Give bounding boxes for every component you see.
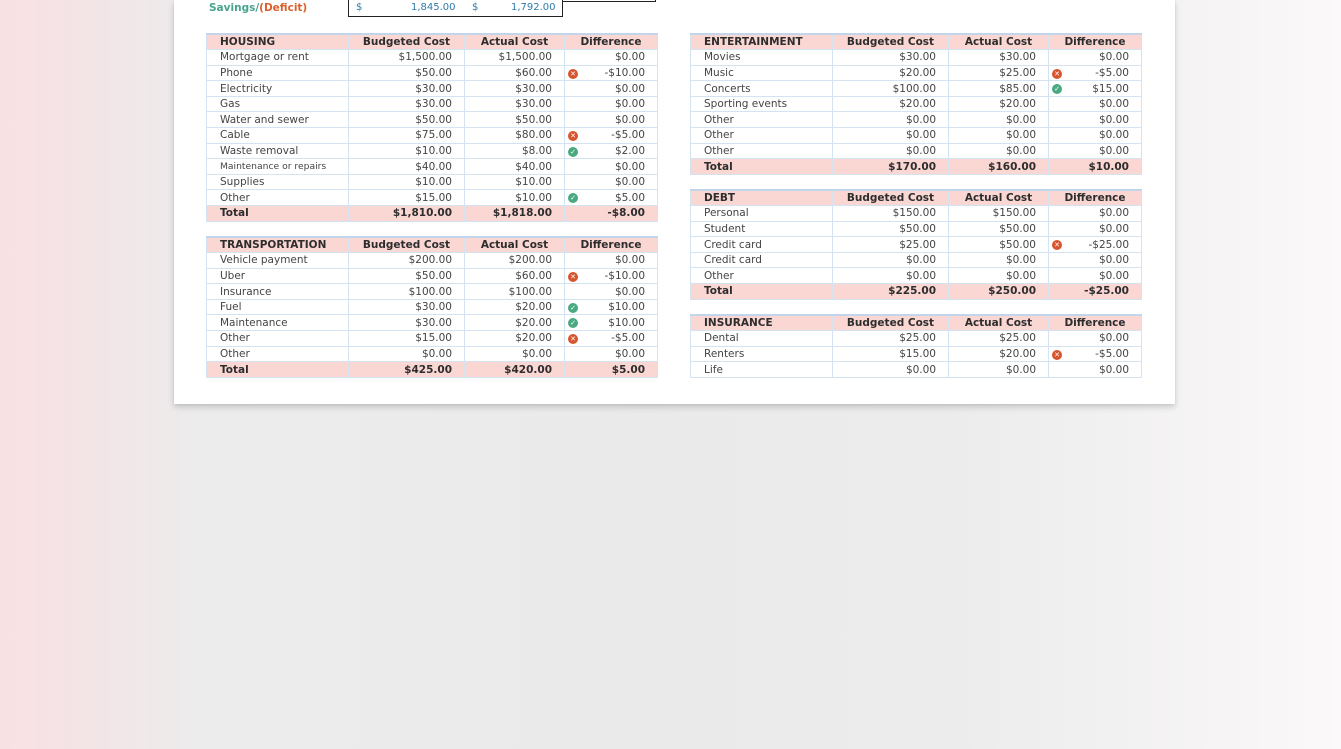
entertainment-table <box>690 33 1142 175</box>
total-difference: $10.00 <box>1049 159 1142 175</box>
total-label: Total <box>207 206 349 222</box>
difference-value: $0.00 <box>614 160 645 173</box>
difference-cell <box>565 315 658 331</box>
over-budget-x-icon: ✕ <box>1052 350 1062 360</box>
table-row <box>691 237 1142 253</box>
debt-total-row <box>691 284 1142 300</box>
table-row <box>207 159 658 175</box>
budgeted-cost-header: Budgeted Cost <box>349 34 465 50</box>
difference-value: -$5.00 <box>1095 347 1129 360</box>
table-row <box>207 331 658 347</box>
difference-cell <box>565 50 658 66</box>
table-row <box>691 221 1142 237</box>
difference-value: $0.00 <box>1098 207 1129 220</box>
total-actual: $1,818.00 <box>465 206 565 222</box>
difference-value: $0.00 <box>1098 269 1129 282</box>
line-item-name: Dental <box>691 331 833 347</box>
savings-box-edge <box>563 0 656 2</box>
line-item-name: Credit card <box>691 237 833 253</box>
total-actual: $250.00 <box>949 284 1049 300</box>
difference-value: $0.00 <box>1098 254 1129 267</box>
housing-total-row <box>207 206 658 222</box>
line-item-name: Life <box>691 362 833 378</box>
difference-value: $0.00 <box>614 347 645 360</box>
debt-title: DEBT <box>691 190 833 206</box>
line-item-name: Other <box>207 190 349 206</box>
actual-cost-header: Actual Cost <box>949 190 1049 206</box>
difference-value: -$5.00 <box>1095 66 1129 79</box>
table-row <box>207 112 658 128</box>
actual-cost-header: Actual Cost <box>465 237 565 253</box>
budgeted-cost-cell: $30.00 <box>349 96 465 112</box>
budgeted-cost-cell: $100.00 <box>349 284 465 300</box>
budgeted-cost-cell: $75.00 <box>349 128 465 144</box>
line-item-name: Student <box>691 221 833 237</box>
budgeted-cost-cell: $15.00 <box>349 331 465 347</box>
difference-cell <box>565 346 658 362</box>
difference-value: -$10.00 <box>604 269 645 282</box>
difference-cell <box>565 253 658 269</box>
difference-value: $0.00 <box>1098 129 1129 142</box>
table-row <box>207 284 658 300</box>
difference-cell <box>565 268 658 284</box>
budgeted-cost-cell: $50.00 <box>833 221 949 237</box>
table-row <box>691 362 1142 378</box>
difference-value: $0.00 <box>614 82 645 95</box>
savings-projected-value: 1,845.00 <box>411 2 456 13</box>
under-budget-check-icon: ✓ <box>568 147 578 157</box>
total-budgeted: $1,810.00 <box>349 206 465 222</box>
difference-cell <box>1049 268 1142 284</box>
transportation-total-row <box>207 362 658 378</box>
difference-value: $0.00 <box>614 113 645 126</box>
savings-currency-1: $ <box>356 2 363 13</box>
actual-cost-cell: $60.00 <box>465 65 565 81</box>
line-item-name: Other <box>691 143 833 159</box>
total-difference: -$25.00 <box>1049 284 1142 300</box>
difference-cell <box>1049 362 1142 378</box>
budgeted-cost-cell: $15.00 <box>833 346 949 362</box>
budgeted-cost-cell: $30.00 <box>349 81 465 97</box>
actual-cost-cell: $200.00 <box>465 253 565 269</box>
line-item-name: Music <box>691 65 833 81</box>
difference-value: $0.00 <box>1098 363 1129 376</box>
actual-cost-cell: $50.00 <box>949 221 1049 237</box>
insurance-table <box>690 314 1142 378</box>
line-item-name: Gas <box>207 96 349 112</box>
line-item-name: Sporting events <box>691 96 833 112</box>
difference-value: $10.00 <box>608 316 645 329</box>
difference-cell <box>565 190 658 206</box>
actual-cost-cell: $25.00 <box>949 331 1049 347</box>
under-budget-check-icon: ✓ <box>568 193 578 203</box>
insurance-header-row <box>691 315 1142 331</box>
table-row <box>691 346 1142 362</box>
total-label: Total <box>691 284 833 300</box>
budgeted-cost-cell: $100.00 <box>833 81 949 97</box>
savings-currency-2: $ <box>472 2 479 13</box>
difference-cell <box>565 159 658 175</box>
savings-values <box>348 0 563 17</box>
difference-header: Difference <box>565 237 658 253</box>
line-item-name: Other <box>691 112 833 128</box>
over-budget-x-icon: ✕ <box>568 272 578 282</box>
line-item-name: Electricity <box>207 81 349 97</box>
housing-table <box>206 33 658 222</box>
difference-value: -$10.00 <box>604 66 645 79</box>
total-label: Total <box>691 159 833 175</box>
table-row <box>691 331 1142 347</box>
actual-cost-cell: $50.00 <box>465 112 565 128</box>
entertainment-header-row <box>691 34 1142 50</box>
transportation-title: TRANSPORTATION <box>207 237 349 253</box>
table-row <box>691 268 1142 284</box>
budgeted-cost-cell: $30.00 <box>349 299 465 315</box>
budgeted-cost-cell: $20.00 <box>833 65 949 81</box>
budgeted-cost-cell: $150.00 <box>833 206 949 222</box>
line-item-name: Other <box>691 128 833 144</box>
actual-cost-cell: $0.00 <box>949 362 1049 378</box>
actual-cost-cell: $0.00 <box>949 252 1049 268</box>
difference-cell <box>565 284 658 300</box>
difference-cell <box>1049 252 1142 268</box>
entertainment-total-row <box>691 159 1142 175</box>
difference-value: $0.00 <box>614 254 645 267</box>
actual-cost-cell: $0.00 <box>949 112 1049 128</box>
table-row <box>207 96 658 112</box>
difference-header: Difference <box>1049 315 1142 331</box>
actual-cost-cell: $10.00 <box>465 174 565 190</box>
difference-cell <box>565 65 658 81</box>
savings-label: Savings/(Deficit) <box>209 2 308 14</box>
actual-cost-cell: $20.00 <box>949 346 1049 362</box>
budgeted-cost-header: Budgeted Cost <box>833 190 949 206</box>
actual-cost-header: Actual Cost <box>949 315 1049 331</box>
actual-cost-cell: $20.00 <box>949 96 1049 112</box>
table-row <box>691 50 1142 66</box>
difference-value: $0.00 <box>614 51 645 64</box>
line-item-name: Vehicle payment <box>207 253 349 269</box>
difference-value: $0.00 <box>614 285 645 298</box>
difference-cell <box>565 128 658 144</box>
line-item-name: Supplies <box>207 174 349 190</box>
over-budget-x-icon: ✕ <box>568 334 578 344</box>
difference-cell <box>1049 331 1142 347</box>
line-item-name: Maintenance or repairs <box>207 159 349 175</box>
total-actual: $420.00 <box>465 362 565 378</box>
difference-cell <box>1049 50 1142 66</box>
difference-value: $0.00 <box>1098 332 1129 345</box>
table-row <box>691 252 1142 268</box>
difference-value: $2.00 <box>614 144 645 157</box>
housing-title: HOUSING <box>207 34 349 50</box>
budget-sheet <box>174 0 1175 404</box>
budgeted-cost-cell: $0.00 <box>833 112 949 128</box>
line-item-name: Fuel <box>207 299 349 315</box>
difference-cell <box>565 174 658 190</box>
table-row <box>207 143 658 159</box>
total-budgeted: $170.00 <box>833 159 949 175</box>
difference-cell <box>565 81 658 97</box>
line-item-name: Concerts <box>691 81 833 97</box>
table-row <box>691 128 1142 144</box>
table-row <box>207 81 658 97</box>
budgeted-cost-header: Budgeted Cost <box>833 34 949 50</box>
difference-value: $15.00 <box>1092 82 1129 95</box>
under-budget-check-icon: ✓ <box>1052 84 1062 94</box>
difference-value: $5.00 <box>614 191 645 204</box>
difference-cell <box>565 299 658 315</box>
table-row <box>691 65 1142 81</box>
budgeted-cost-cell: $0.00 <box>833 143 949 159</box>
budgeted-cost-cell: $25.00 <box>833 331 949 347</box>
difference-cell <box>1049 65 1142 81</box>
debt-table <box>690 189 1142 300</box>
difference-cell <box>565 143 658 159</box>
budgeted-cost-cell: $20.00 <box>833 96 949 112</box>
table-row <box>207 253 658 269</box>
actual-cost-cell: $100.00 <box>465 284 565 300</box>
budgeted-cost-cell: $50.00 <box>349 268 465 284</box>
line-item-name: Cable <box>207 128 349 144</box>
entertainment-title: ENTERTAINMENT <box>691 34 833 50</box>
table-row <box>207 174 658 190</box>
over-budget-x-icon: ✕ <box>1052 69 1062 79</box>
over-budget-x-icon: ✕ <box>568 69 578 79</box>
budgeted-cost-header: Budgeted Cost <box>349 237 465 253</box>
table-row <box>207 190 658 206</box>
budgeted-cost-cell: $15.00 <box>349 190 465 206</box>
total-label: Total <box>207 362 349 378</box>
actual-cost-cell: $40.00 <box>465 159 565 175</box>
budgeted-cost-cell: $30.00 <box>349 315 465 331</box>
budgeted-cost-cell: $25.00 <box>833 237 949 253</box>
actual-cost-cell: $0.00 <box>949 268 1049 284</box>
table-row <box>691 143 1142 159</box>
difference-cell <box>1049 143 1142 159</box>
budgeted-cost-cell: $50.00 <box>349 65 465 81</box>
table-row <box>691 206 1142 222</box>
table-row <box>207 299 658 315</box>
difference-value: -$5.00 <box>611 332 645 345</box>
budgeted-cost-cell: $10.00 <box>349 174 465 190</box>
over-budget-x-icon: ✕ <box>1052 240 1062 250</box>
difference-value: $0.00 <box>1098 51 1129 64</box>
under-budget-check-icon: ✓ <box>568 303 578 313</box>
difference-value: -$5.00 <box>611 129 645 142</box>
actual-cost-cell: $10.00 <box>465 190 565 206</box>
actual-cost-cell: $60.00 <box>465 268 565 284</box>
budgeted-cost-cell: $10.00 <box>349 143 465 159</box>
line-item-name: Water and sewer <box>207 112 349 128</box>
actual-cost-cell: $25.00 <box>949 65 1049 81</box>
difference-cell <box>1049 81 1142 97</box>
actual-cost-header: Actual Cost <box>465 34 565 50</box>
actual-cost-cell: $150.00 <box>949 206 1049 222</box>
table-row <box>691 112 1142 128</box>
budgeted-cost-cell: $0.00 <box>833 252 949 268</box>
line-item-name: Renters <box>691 346 833 362</box>
difference-value: $0.00 <box>614 176 645 189</box>
under-budget-check-icon: ✓ <box>568 318 578 328</box>
line-item-name: Insurance <box>207 284 349 300</box>
actual-cost-cell: $50.00 <box>949 237 1049 253</box>
difference-cell <box>1049 206 1142 222</box>
actual-cost-cell: $20.00 <box>465 315 565 331</box>
actual-cost-cell: $0.00 <box>465 346 565 362</box>
actual-cost-cell: $20.00 <box>465 331 565 347</box>
actual-cost-cell: $20.00 <box>465 299 565 315</box>
difference-value: $10.00 <box>608 301 645 314</box>
insurance-title: INSURANCE <box>691 315 833 331</box>
line-item-name: Other <box>691 268 833 284</box>
difference-cell <box>565 96 658 112</box>
difference-cell <box>1049 96 1142 112</box>
table-row <box>207 268 658 284</box>
difference-value: $0.00 <box>1098 222 1129 235</box>
difference-cell <box>1049 237 1142 253</box>
table-row <box>207 315 658 331</box>
budgeted-cost-cell: $0.00 <box>349 346 465 362</box>
difference-cell <box>1049 221 1142 237</box>
difference-cell <box>1049 346 1142 362</box>
difference-header: Difference <box>1049 190 1142 206</box>
actual-cost-cell: $8.00 <box>465 143 565 159</box>
budgeted-cost-cell: $0.00 <box>833 268 949 284</box>
total-budgeted: $425.00 <box>349 362 465 378</box>
actual-cost-cell: $80.00 <box>465 128 565 144</box>
actual-cost-cell: $30.00 <box>465 81 565 97</box>
line-item-name: Credit card <box>691 252 833 268</box>
difference-header: Difference <box>565 34 658 50</box>
budgeted-cost-cell: $50.00 <box>349 112 465 128</box>
table-row <box>207 50 658 66</box>
table-row <box>207 128 658 144</box>
difference-value: -$25.00 <box>1088 238 1129 251</box>
actual-cost-header: Actual Cost <box>949 34 1049 50</box>
actual-cost-cell: $30.00 <box>949 50 1049 66</box>
transportation-header-row <box>207 237 658 253</box>
savings-actual-value: 1,792.00 <box>511 2 556 13</box>
line-item-name: Other <box>207 346 349 362</box>
difference-header: Difference <box>1049 34 1142 50</box>
difference-value: $0.00 <box>1098 98 1129 111</box>
total-difference: $5.00 <box>565 362 658 378</box>
budgeted-cost-cell: $200.00 <box>349 253 465 269</box>
table-row <box>691 81 1142 97</box>
transportation-table <box>206 236 658 378</box>
budgeted-cost-cell: $40.00 <box>349 159 465 175</box>
line-item-name: Uber <box>207 268 349 284</box>
line-item-name: Movies <box>691 50 833 66</box>
line-item-name: Other <box>207 331 349 347</box>
line-item-name: Mortgage or rent <box>207 50 349 66</box>
difference-value: $0.00 <box>1098 144 1129 157</box>
table-row <box>207 346 658 362</box>
table-row <box>207 65 658 81</box>
actual-cost-cell: $0.00 <box>949 128 1049 144</box>
debt-header-row <box>691 190 1142 206</box>
actual-cost-cell: $85.00 <box>949 81 1049 97</box>
line-item-name: Personal <box>691 206 833 222</box>
line-item-name: Phone <box>207 65 349 81</box>
budgeted-cost-cell: $0.00 <box>833 362 949 378</box>
total-budgeted: $225.00 <box>833 284 949 300</box>
actual-cost-cell: $1,500.00 <box>465 50 565 66</box>
actual-cost-cell: $30.00 <box>465 96 565 112</box>
total-difference: -$8.00 <box>565 206 658 222</box>
difference-cell <box>565 331 658 347</box>
over-budget-x-icon: ✕ <box>568 131 578 141</box>
budgeted-cost-cell: $0.00 <box>833 128 949 144</box>
budgeted-cost-cell: $1,500.00 <box>349 50 465 66</box>
difference-value: $0.00 <box>614 98 645 111</box>
difference-cell <box>565 112 658 128</box>
difference-cell <box>1049 112 1142 128</box>
actual-cost-cell: $0.00 <box>949 143 1049 159</box>
line-item-name: Waste removal <box>207 143 349 159</box>
difference-value: $0.00 <box>1098 113 1129 126</box>
total-actual: $160.00 <box>949 159 1049 175</box>
budgeted-cost-header: Budgeted Cost <box>833 315 949 331</box>
difference-cell <box>1049 128 1142 144</box>
line-item-name: Maintenance <box>207 315 349 331</box>
table-row <box>691 96 1142 112</box>
budgeted-cost-cell: $30.00 <box>833 50 949 66</box>
housing-header-row <box>207 34 658 50</box>
